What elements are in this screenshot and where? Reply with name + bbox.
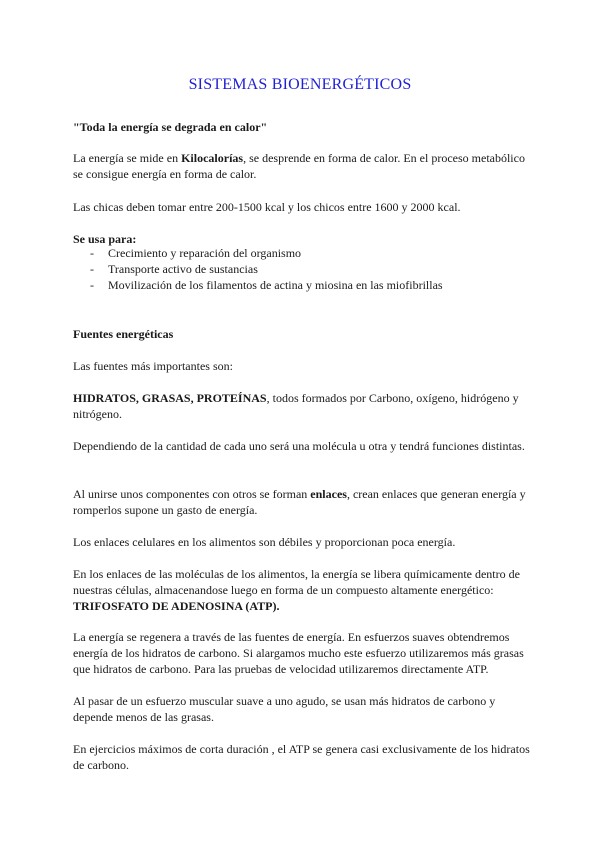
paragraph-regeneracion: La energía se regenera a través de las fuentes de energía. En esfuerzos suaves obtendremos energía de los hidratos de carbono. Si alargamos mucho este esfuerzo utilizaremos más grasas que hidratos de carbono. Para las pruebas de velocidad utilizaremos directamente ATP. [73, 630, 524, 676]
paragraph-text: En los enlaces de las moléculas de los alimentos, la energía se libera químicamente dentro de nuestras células, almacenandose luego en forma de un compuesto altamente energético: [73, 567, 520, 597]
paragraph-fuentes-intro: Las fuentes más importantes son: [73, 359, 233, 373]
list-dash: - [90, 278, 94, 292]
list-item [73, 277, 533, 293]
section-heading-usa: Se usa para: [73, 232, 137, 246]
quote-heading: "Toda la energía se degrada en calor" [73, 120, 268, 134]
paragraph-text: , crean enlaces que generan energía y romperlos supone un gasto de energía. [73, 487, 526, 517]
paragraph-text: , todos formados por Carbono, oxígeno, hidrógeno y nitrógeno. [73, 391, 519, 421]
paragraph-atp [73, 566, 533, 614]
bold-term: enlaces [310, 487, 347, 501]
list-item-text: Transporte activo de sustancias [108, 262, 258, 276]
list-dash: - [90, 246, 94, 260]
list-dash: - [90, 262, 94, 276]
paragraph-text: , se desprende en forma de calor. En el proceso metabólico se consigue energía en forma de calor. [73, 151, 525, 181]
list-item-text: Crecimiento y reparación del organismo [108, 246, 302, 260]
list-item [73, 245, 533, 261]
bold-term: Kilocalorías [181, 151, 244, 165]
usa-list [73, 245, 533, 293]
section-heading-fuentes: Fuentes energéticas [73, 327, 174, 341]
paragraph-enlaces [73, 486, 533, 518]
bold-term-atp: TRIFOSFATO DE ADENOSINA (ATP). [73, 599, 280, 613]
paragraph-kilocalorias [73, 150, 533, 182]
bold-term: HIDRATOS, GRASAS, PROTEÍNAS [73, 391, 267, 405]
paragraph-esfuerzo: Al pasar de un esfuerzo muscular suave a uno agudo, se usan más hidratos de carbono y depende menos de las grasas. [73, 694, 496, 724]
list-item-text: Movilización de los filamentos de actina y miosina en las miofibrillas [108, 278, 443, 292]
paragraph-text: La energía se mide en [73, 151, 182, 165]
paragraph-enlaces-celulares: Los enlaces celulares en los alimentos son débiles y proporcionan poca energía. [73, 535, 456, 549]
paragraph-kcal-intake: Las chicas deben tomar entre 200-1500 kcal y los chicos entre 1600 y 2000 kcal. [73, 200, 461, 214]
paragraph-ejercicios-maximos: En ejercicios máximos de corta duración , el ATP se genera casi exclusivamente de los hidratos de carbono. [73, 742, 530, 772]
list-item [73, 261, 533, 277]
document-title: SISTEMAS BIOENERGÉTICOS [188, 76, 412, 93]
paragraph-text: Al unirse unos componentes con otros se forman [73, 487, 311, 501]
paragraph-hidratos [73, 390, 533, 422]
paragraph-cantidad: Dependiendo de la cantidad de cada uno será una molécula u otra y tendrá funciones distintas. [73, 439, 525, 453]
